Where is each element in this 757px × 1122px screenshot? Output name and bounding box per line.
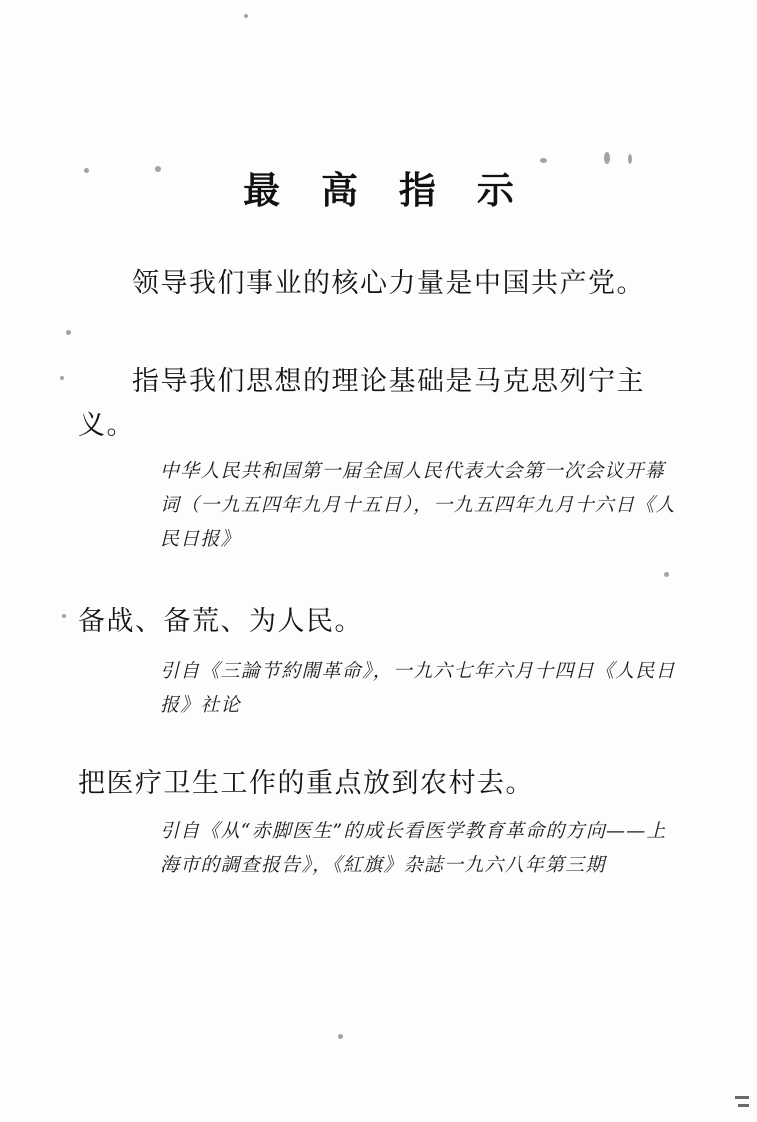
quotation-source: 引自《三論节約閙革命》，一九六七年六月十四日《人民日报》社论 [160, 660, 676, 716]
quotation-text: 备战、备荒、为人民。 [78, 606, 363, 637]
quotation-text: 把医疗卫生工作的重点放到农村去。 [78, 768, 534, 799]
quotation-source: 中华人民共和国第一届全国人民代表大会第一次会议开幕词（一九五四年九月十五日），一九五四年九月十六日《人民日报》 [160, 460, 676, 550]
page-title: 最 高 指 示 [243, 169, 528, 212]
quotation-source: 引自《从“赤脚医生”的成长看医学教育革命的方向——上海市的調查报告》，《紅旗》杂誌一九六八年第三期 [160, 820, 667, 876]
quotation-text: 指导我们思想的理论基础是马克思列宁主义。 [78, 366, 645, 441]
quotation-text: 领导我们事业的核心力量是中国共产党。 [132, 268, 645, 299]
